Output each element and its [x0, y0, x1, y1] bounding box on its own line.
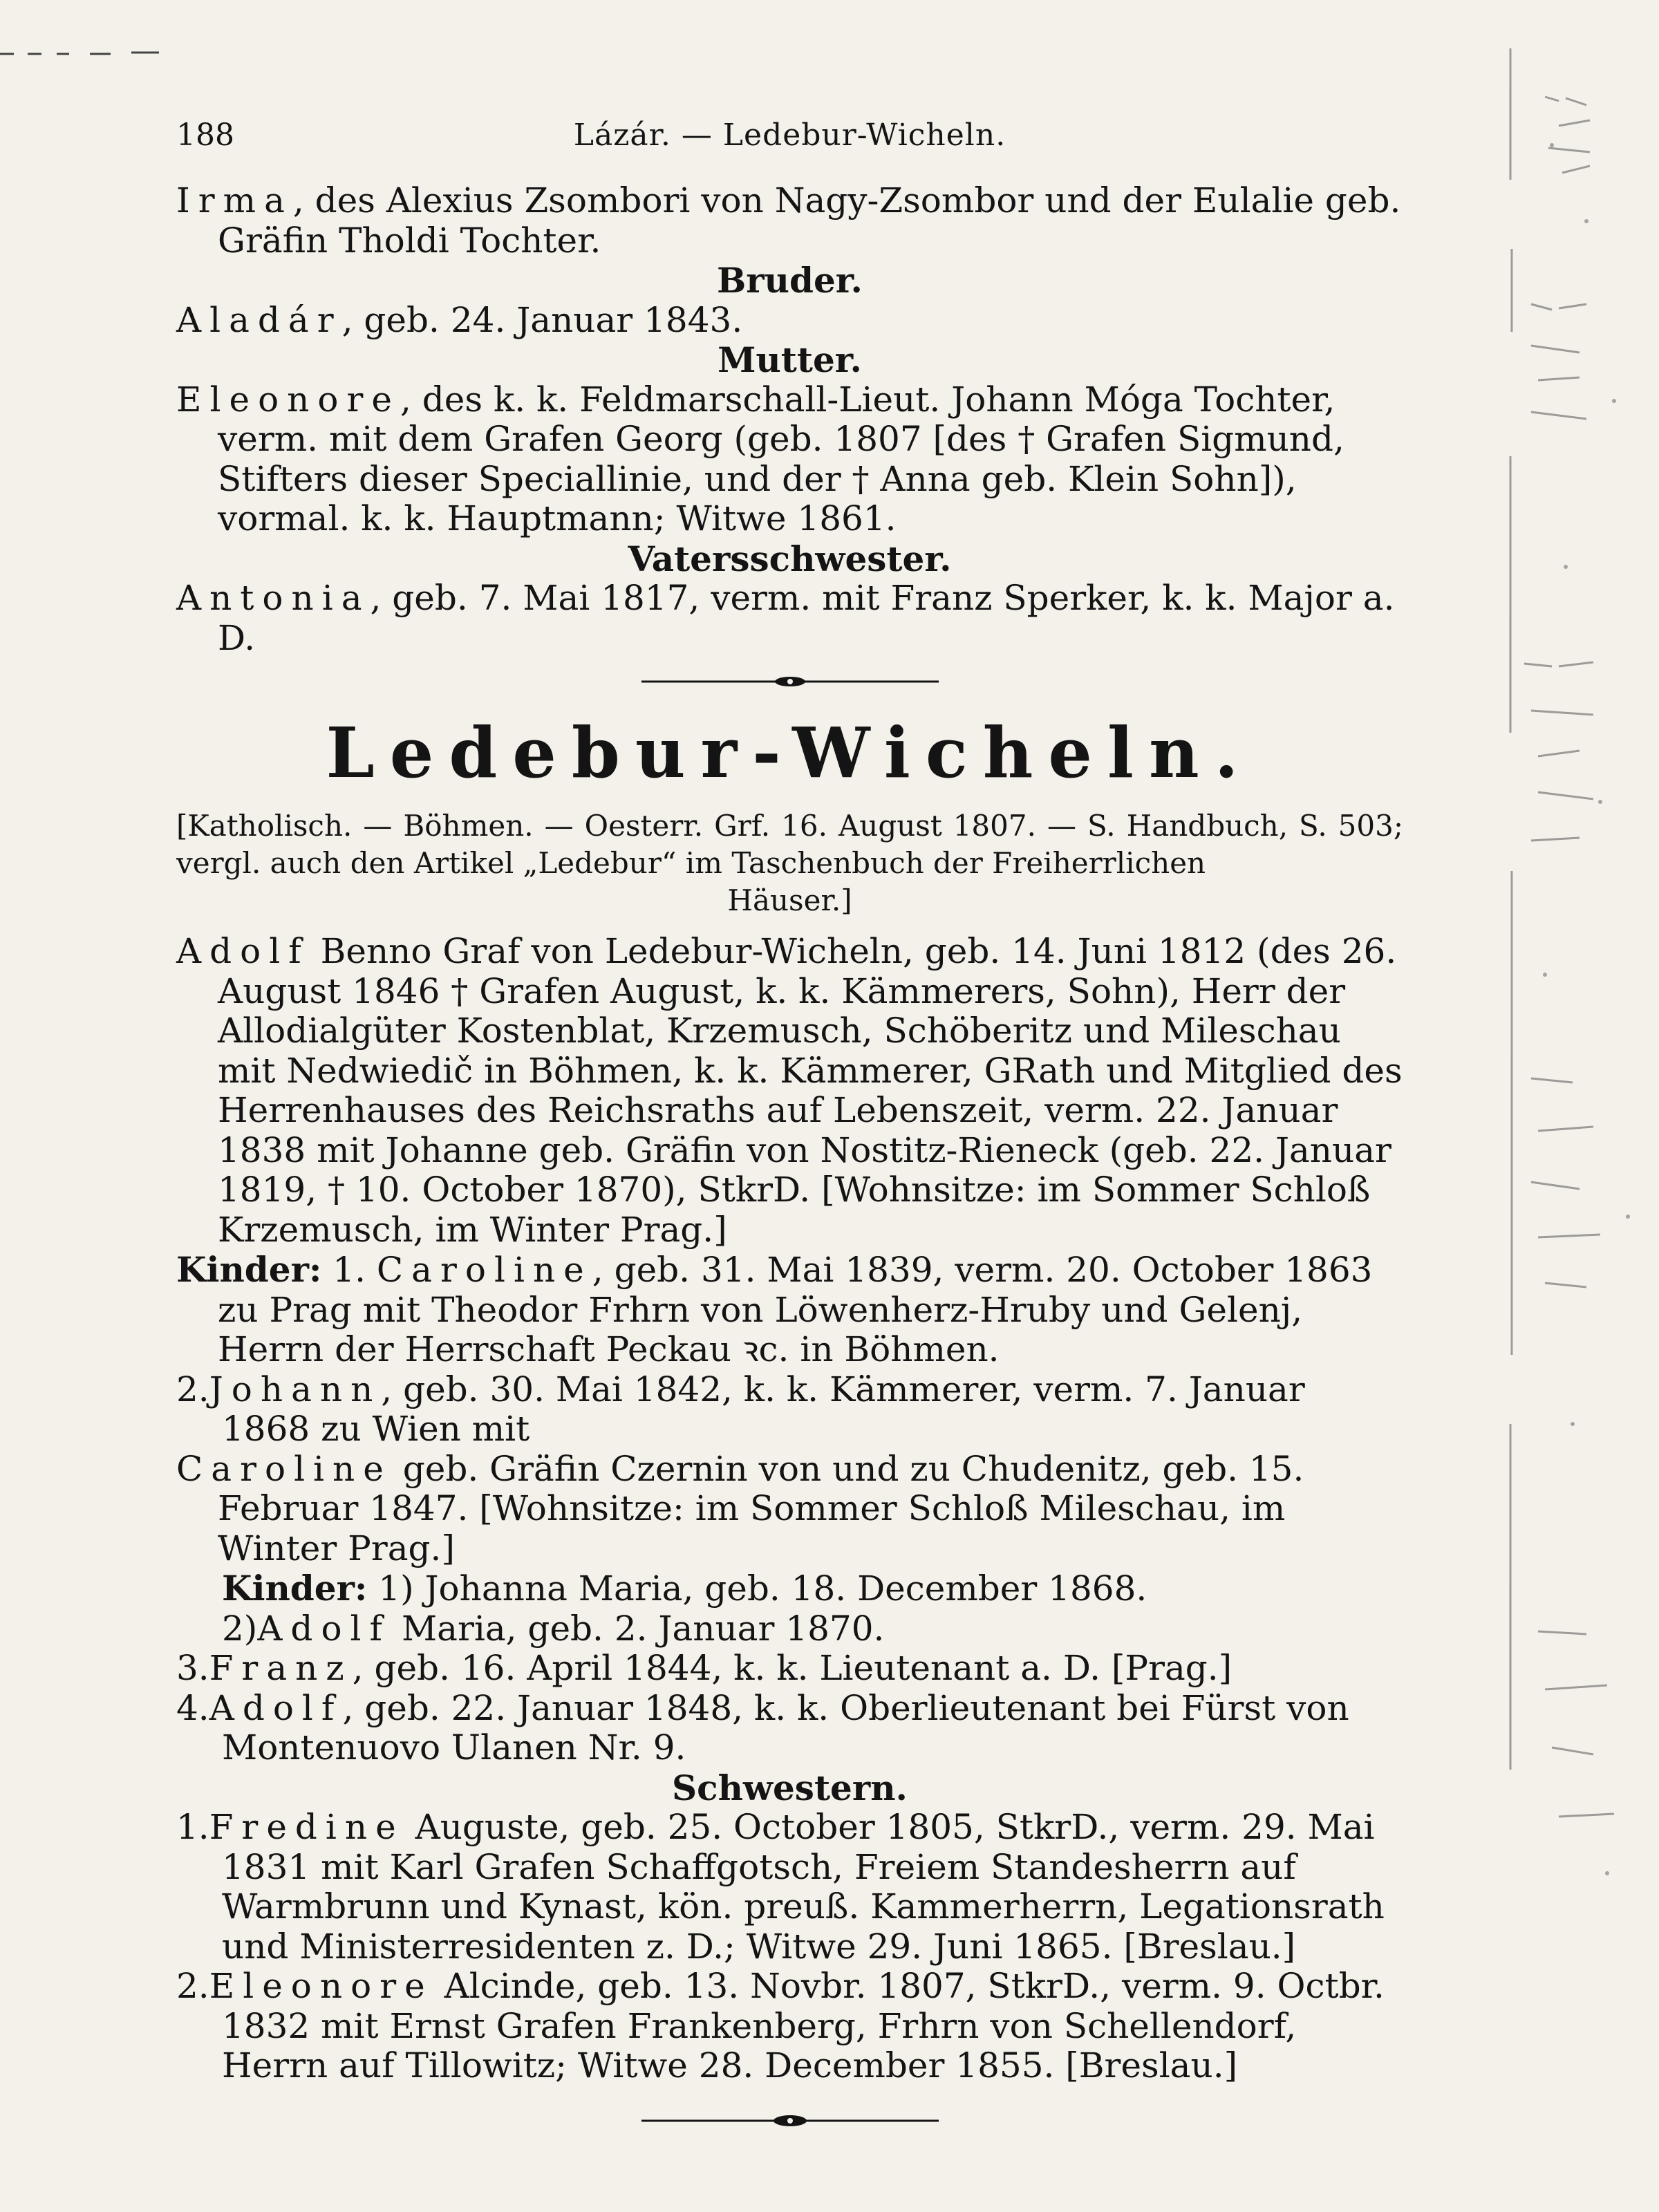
- entry-num: 1.: [332, 1250, 366, 1290]
- intro-end: Häuser.]: [727, 883, 852, 917]
- children-label: Kinder:: [176, 1249, 322, 1290]
- intro-text: [Katholisch. — Böhmen. — Oesterr. Grf. 16. August 1807. — S. Handbuch, S. 503; vergl. auch den Artikel „Ledebur“ im Taschenbuch der Freiherrlichen: [176, 809, 1403, 880]
- page-number: 188: [176, 118, 234, 153]
- entry-eleonore: [176, 380, 1403, 539]
- entry-name: Eleonore: [176, 379, 400, 420]
- entry-num: 2.: [176, 1966, 209, 2006]
- entry-antonia: [176, 579, 1403, 658]
- entry-text: , geb. 31. Mai 1839, verm. 20. October 1863 zu Prag mit Theodor Frhrn von Löwenherz-Hruby und Gelenj, Herrn der Herrschaft Peckau ꝛc. in Böhmen.: [218, 1250, 1373, 1369]
- entry-num: 1.: [176, 1807, 209, 1847]
- entry-name: Adolf: [176, 931, 310, 971]
- entry-child-2: [176, 1370, 1403, 1450]
- corner-dash-marks: [0, 41, 180, 69]
- entry-name: Eleonore: [209, 1966, 433, 2006]
- page-body: [176, 181, 1403, 2128]
- grandchildren-label: Kinder:: [222, 1568, 368, 1609]
- entry-wife: [176, 1450, 1403, 1569]
- family-intro: [176, 807, 1403, 919]
- entry-child-4: [176, 1689, 1403, 1768]
- entry-text: Maria, geb. 2. Januar 1870.: [391, 1608, 885, 1649]
- entry-aladar: [176, 301, 1403, 341]
- entry-text: Benno Graf von Ledebur-Wicheln, geb. 14. Juni 1812 (des 26. August 1846 † Grafen August, k. k. Kämmerers, Sohn), Herr der Allodialgüter Kostenblat, Krzemusch, Schöberitz und Mileschau mit Nedwiedič in Böhmen, k. k. Kämmerer, GRath und Mitglied des Herrenhauses des Reichsraths auf Lebenszeit, verm. 22. Januar 1838 mit Johanne geb. Gräfin von Nostitz-Rieneck (geb. 22. Januar 1819, † 10. October 1870), StkrD. [Wohnsitze: im Sommer Schloß Krzemusch, im Winter Prag.]: [218, 931, 1403, 1250]
- ornamental-divider: [641, 675, 939, 688]
- entry-text: 1) Johanna Maria, geb. 18. December 1868.: [378, 1568, 1147, 1609]
- entry-sister-1: [176, 1808, 1403, 1967]
- entry-num: 2.: [176, 1369, 209, 1409]
- entry-name: Fredine: [209, 1807, 404, 1847]
- entry-name: Adolf: [209, 1687, 343, 1728]
- heading-mother: Mutter.: [718, 339, 862, 380]
- entry-text: , des k. k. Feldmarschall-Lieut. Johann Móga Tochter, verm. mit dem Grafen Georg (geb. 1807 [des † Grafen Sigmund, Stifters dieser Speciallinie, und der † Anna geb. Klein Sohn]), vormal. k. k. Hauptmann; Witwe 1861.: [218, 379, 1344, 538]
- entry-child-3: [176, 1649, 1403, 1689]
- entry-grandchild-2: [176, 1609, 1403, 1649]
- entry-irma: [176, 181, 1403, 261]
- entry-text: , geb. 7. Mai 1817, verm. mit Franz Sperker, k. k. Major a. D.: [218, 578, 1395, 658]
- entry-name: Caroline: [376, 1250, 592, 1290]
- entry-name: Franz: [209, 1648, 353, 1688]
- entry-text: Auguste, geb. 25. October 1805, StkrD., verm. 29. Mai 1831 mit Karl Grafen Schaffgotsch, Freiem Standesherrn auf Warmbrunn und Kynast, kön. preuß. Kammerherrn, Legationsrath und Ministerresidenten z. D.; Witwe 29. Juni 1865. [Breslau.]: [222, 1807, 1385, 1967]
- facing-page-bleed: [1503, 41, 1659, 2184]
- entry-name: Antonia: [176, 578, 371, 618]
- entry-text: , geb. 30. Mai 1842, k. k. Kämmerer, verm. 7. Januar 1868 zu Wien mit: [222, 1369, 1305, 1449]
- family-title: Ledebur-Wicheln.: [326, 712, 1254, 794]
- ornamental-divider-end: [641, 2114, 939, 2128]
- entry-name: Johann: [209, 1369, 382, 1409]
- entry-name: Aladár: [176, 299, 342, 340]
- entry-adolf-head: [176, 932, 1403, 1250]
- entry-num: 3.: [176, 1648, 209, 1688]
- entry-text: , geb. 16. April 1844, k. k. Lieutenant a. D. [Prag.]: [352, 1648, 1232, 1688]
- heading-sisters: Schwestern.: [672, 1767, 908, 1808]
- entry-text: , des Alexius Zsombori von Nagy-Zsombor und der Eulalie geb. Gräfin Tholdi Tochter.: [218, 180, 1401, 261]
- entry-name: Irma: [176, 180, 293, 221]
- entry-sister-2: [176, 1967, 1403, 2086]
- entry-num: 4.: [176, 1687, 209, 1728]
- entry-text: , geb. 24. Januar 1843.: [341, 299, 743, 340]
- running-title: Lázár. — Ledebur-Wicheln.: [573, 118, 1006, 153]
- entry-text: , geb. 22. Januar 1848, k. k. Oberlieutenant bei Fürst von Montenuovo Ulanen Nr. 9.: [222, 1687, 1349, 1768]
- entry-num: 2): [222, 1608, 258, 1649]
- entry-text: Alcinde, geb. 13. Novbr. 1807, StkrD., verm. 9. Octbr. 1832 mit Ernst Grafen Frankenberg, Frhrn von Schellendorf, Herrn auf Tillowitz; Witwe 28. December 1855. [Breslau.]: [222, 1966, 1385, 2086]
- entry-text: geb. Gräfin Czernin von und zu Chudenitz, geb. 15. Februar 1847. [Wohnsitze: im Sommer Schloß Mileschau, im Winter Prag.]: [218, 1448, 1304, 1568]
- entry-grandchild-1: [176, 1568, 1403, 1609]
- entry-name: Caroline: [176, 1448, 392, 1489]
- heading-paternal-aunt: Vatersschwester.: [628, 538, 952, 579]
- heading-brother: Bruder.: [717, 260, 863, 301]
- entry-child-1: [176, 1250, 1403, 1370]
- page-header: [176, 118, 1403, 166]
- entry-name: Adolf: [257, 1608, 391, 1649]
